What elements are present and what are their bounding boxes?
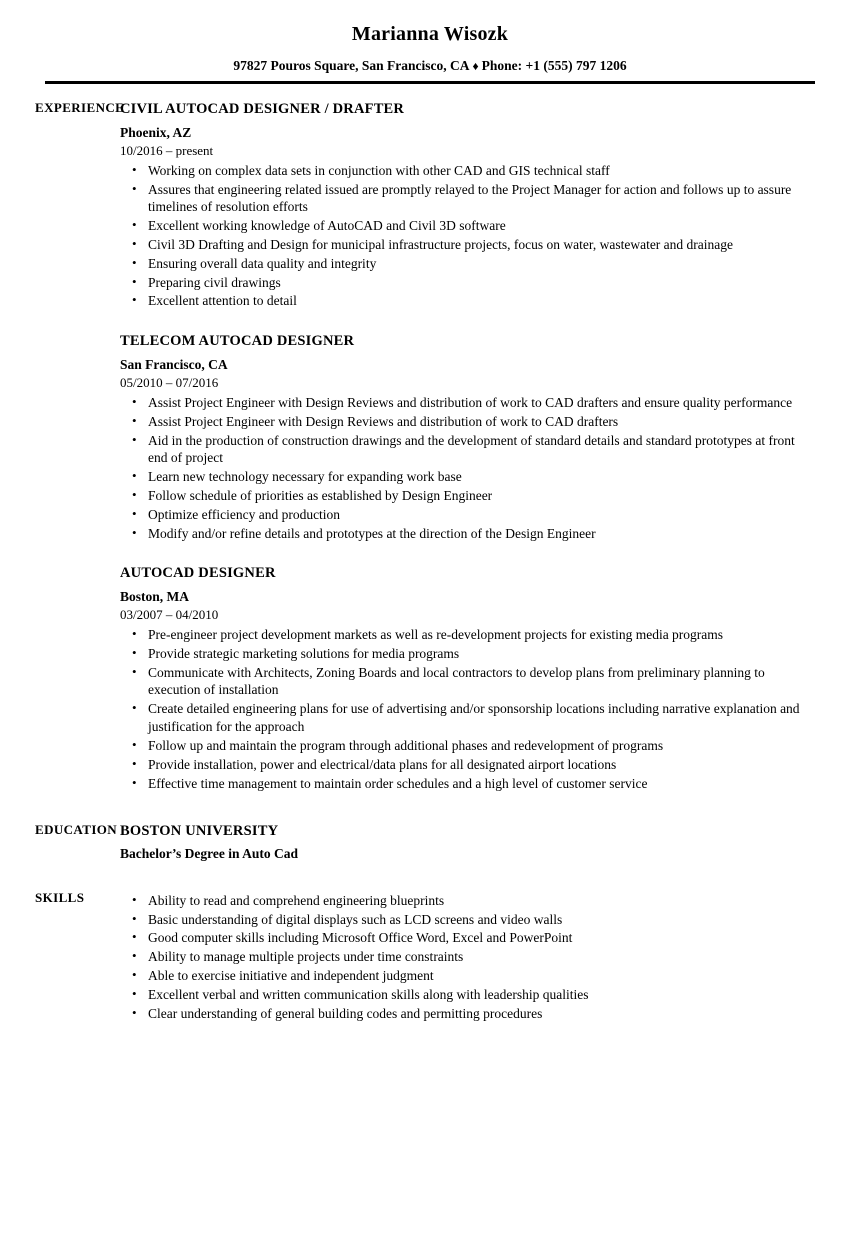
contact-address: 97827 Pouros Square, San Francisco, CA xyxy=(233,58,470,73)
job-title: AUTOCAD DESIGNER xyxy=(120,565,276,582)
job-bullet: • Pre-engineer project development markets as well as re-development projects for existing media programs xyxy=(120,626,810,644)
job-bullet: • Follow schedule of priorities as established by Design Engineer xyxy=(120,487,810,505)
skill-bullet: • Ability to manage multiple projects under time constraints xyxy=(120,948,810,966)
section-education xyxy=(0,822,860,862)
education-body xyxy=(120,822,860,862)
experience-entry xyxy=(120,564,810,792)
skill-bullet: • Excellent verbal and written communication skills along with leadership qualities xyxy=(120,986,810,1004)
experience-entry xyxy=(120,332,810,542)
job-bullet: • Optimize efficiency and production xyxy=(120,506,810,524)
section-skills xyxy=(0,890,860,1023)
section-label-experience: EXPERIENCE xyxy=(35,100,125,116)
job-bullet: • Effective time management to maintain order schedules and a high level of customer service xyxy=(120,775,810,793)
job-dates: 05/2010 – 07/2016 xyxy=(120,375,219,391)
job-bullet: • Provide strategic marketing solutions for media programs xyxy=(120,645,810,663)
job-bullet: • Ensuring overall data quality and integrity xyxy=(120,255,810,273)
job-bullet: • Assist Project Engineer with Design Reviews and distribution of work to CAD drafters and ensure quality performance xyxy=(120,394,810,412)
header-divider xyxy=(45,81,815,84)
job-bullet: • Follow up and maintain the program through additional phases and redevelopment of programs xyxy=(120,737,810,755)
job-bullet: • Working on complex data sets in conjunction with other CAD and GIS technical staff xyxy=(120,162,810,180)
skills-bullet-list xyxy=(120,892,810,1023)
job-bullet: • Excellent attention to detail xyxy=(120,292,810,310)
resume-header xyxy=(0,0,860,84)
job-bullet-list xyxy=(120,394,810,543)
job-bullet: • Learn new technology necessary for expanding work base xyxy=(120,468,810,486)
job-bullet: • Civil 3D Drafting and Design for municipal infrastructure projects, focus on water, wastewater and drainage xyxy=(120,236,810,254)
skills-body xyxy=(120,890,860,1023)
job-bullet: • Assures that engineering related issued are promptly relayed to the Project Manager for action and follows up to assure timelines of resolution efforts xyxy=(120,181,810,217)
job-title: TELECOM AUTOCAD DESIGNER xyxy=(120,333,355,350)
experience-body xyxy=(120,100,860,792)
section-label-education: EDUCATION xyxy=(35,822,118,838)
job-title: CIVIL AUTOCAD DESIGNER / DRAFTER xyxy=(120,101,405,118)
candidate-name: Marianna Wisozk xyxy=(351,23,509,45)
section-label-skills: SKILLS xyxy=(35,889,85,905)
job-bullet: • Create detailed engineering plans for use of advertising and/or sponsorship locations including narrative explanation and justification for the approach xyxy=(120,700,810,736)
job-bullet-list xyxy=(120,162,810,311)
job-bullet: • Communicate with Architects, Zoning Boards and local contractors to develop plans from preliminary planning to execution of installation xyxy=(120,664,810,700)
job-bullet: • Assist Project Engineer with Design Reviews and distribution of work to CAD drafters xyxy=(120,413,810,431)
diamond-separator-icon: ♦ xyxy=(472,59,479,73)
education-school: BOSTON UNIVERSITY xyxy=(120,823,279,840)
job-bullet: • Aid in the production of construction drawings and the development of standard details and standard prototypes at front end of project xyxy=(120,432,810,468)
skill-bullet: • Clear understanding of general building codes and permitting procedures xyxy=(120,1005,810,1023)
job-bullet: • Modify and/or refine details and prototypes at the direction of the Design Engineer xyxy=(120,525,810,543)
skill-bullet: • Ability to read and comprehend engineering blueprints xyxy=(120,892,810,910)
job-bullet: • Excellent working knowledge of AutoCAD and Civil 3D software xyxy=(120,217,810,235)
skill-bullet: • Basic understanding of digital displays such as LCD screens and video walls xyxy=(120,911,810,929)
job-dates: 03/2007 – 04/2010 xyxy=(120,607,219,623)
skill-bullet: • Able to exercise initiative and independent judgment xyxy=(120,967,810,985)
job-bullet-list xyxy=(120,626,810,792)
education-degree: Bachelor’s Degree in Auto Cad xyxy=(120,846,298,862)
experience-entry xyxy=(120,100,810,310)
job-location: Phoenix, AZ xyxy=(120,125,192,141)
job-location: Boston, MA xyxy=(120,589,190,605)
job-bullet: • Provide installation, power and electrical/data plans for all designated airport locations xyxy=(120,756,810,774)
job-dates: 10/2016 – present xyxy=(120,142,214,158)
job-bullet: • Preparing civil drawings xyxy=(120,274,810,292)
contact-line xyxy=(0,58,860,74)
section-experience xyxy=(0,100,860,792)
contact-phone: Phone: +1 (555) 797 1206 xyxy=(481,58,627,73)
job-location: San Francisco, CA xyxy=(120,357,228,373)
skill-bullet: • Good computer skills including Microsoft Office Word, Excel and PowerPoint xyxy=(120,929,810,947)
